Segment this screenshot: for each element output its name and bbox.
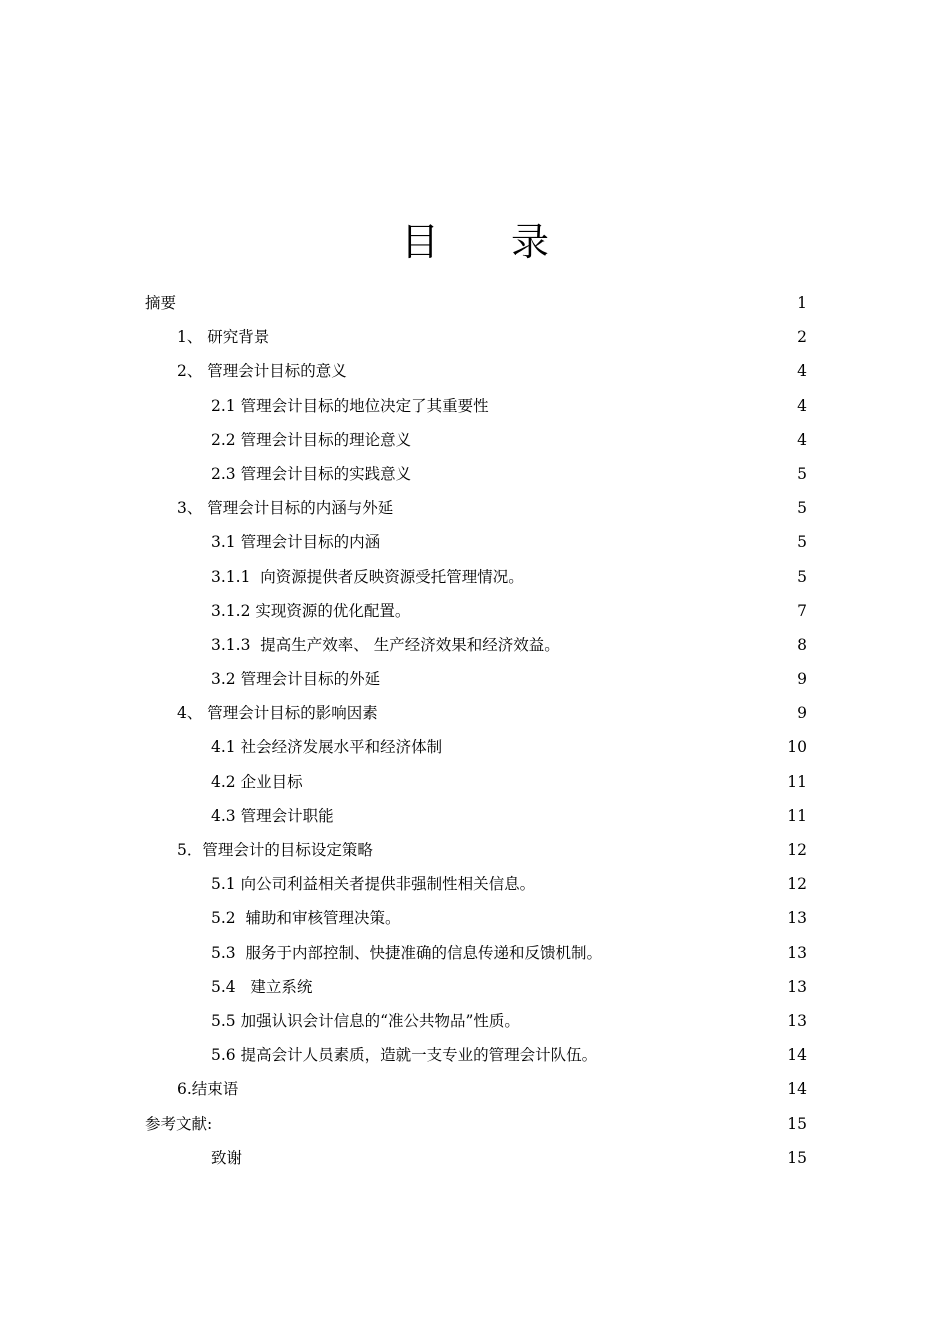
toc-entry[interactable] [145,970,807,1004]
toc-entry-title: 5.1 向公司利益相关者提供非强制性相关信息。 [211,875,536,894]
toc-entry[interactable] [145,286,807,320]
toc-entry-title: 6.结束语 [177,1080,239,1099]
toc-entry-page-number: 1 [797,294,807,312]
toc-entry-title: 5.6 提高会计人员素质，造就一支专业的管理会计队伍。 [211,1046,598,1065]
toc-entry-title: 5.5 加强认识会计信息的“准公共物品”性质。 [211,1011,520,1030]
toc-entry-page-number: 11 [787,806,807,825]
toc-entry[interactable] [145,1038,807,1072]
toc-entry-title: 5．管理会计的目标设定策略 [177,841,373,859]
toc-entry-title: 4.2 企业目标 [211,772,303,791]
toc-entry[interactable] [145,423,807,457]
toc-entry-page-number: 2 [797,328,807,347]
toc-entry[interactable] [145,1072,807,1106]
toc-entry-title: 2.2 管理会计目标的理论意义 [211,430,412,449]
toc-entry[interactable] [145,491,807,525]
toc-entry-title: 3.2 管理会计目标的外延 [211,670,381,689]
toc-entry[interactable] [145,525,807,559]
toc-entry-title: 3、 管理会计目标的内涵与外延 [177,499,394,518]
toc-entry-page-number: 9 [797,704,807,723]
toc-entry-title: 3.1 管理会计目标的内涵 [211,533,381,552]
toc-entry-page-number: 12 [787,841,807,859]
toc-entry-title: 5.4 建立系统 [211,977,313,996]
toc-entry-page-number: 15 [787,1148,807,1167]
toc-entry-title: 4.1 社会经济发展水平和经济体制 [211,738,443,757]
toc-entry-title: 5.2 辅助和审核管理决策。 [211,909,401,928]
toc-entry-page-number: 13 [787,977,807,996]
toc-entry-page-number: 13 [787,943,807,962]
toc-entry[interactable] [145,730,807,764]
toc-entry-title: 2、 管理会计目标的意义 [177,362,347,381]
toc-entry-page-number: 8 [797,635,807,654]
toc-entry[interactable] [145,628,807,662]
toc-entry-page-number: 5 [797,464,807,483]
toc-entry[interactable] [145,833,807,867]
toc-entry-page-number: 13 [787,909,807,928]
table-of-contents [145,286,807,1175]
toc-entry[interactable] [145,799,807,833]
toc-entry-title: 参考文献: [145,1114,213,1133]
toc-entry-page-number: 4 [797,430,807,449]
toc-entry[interactable] [145,1004,807,1038]
toc-entry-page-number: 13 [787,1011,807,1030]
toc-entry[interactable] [145,765,807,799]
toc-entry[interactable] [145,901,807,935]
toc-entry-title: 2.3 管理会计目标的实践意义 [211,464,412,483]
toc-entry-page-number: 4 [797,396,807,415]
toc-entry-page-number: 10 [787,738,807,757]
toc-entry-page-number: 12 [787,875,807,894]
toc-entry[interactable] [145,662,807,696]
toc-entry-title: 3.1.3 提高生产效率、 生产经济效果和经济效益。 [211,635,560,654]
toc-entry[interactable] [145,354,807,388]
toc-entry-page-number: 9 [797,670,807,689]
toc-entry-page-number: 7 [797,601,807,620]
toc-entry[interactable] [145,936,807,970]
toc-entry-page-number: 5 [797,499,807,518]
toc-entry-page-number: 5 [797,533,807,552]
toc-entry-title: 4、 管理会计目标的影响因素 [177,704,378,723]
toc-entry-title: 3.1.2 实现资源的优化配置。 [211,601,411,620]
toc-entry-page-number: 5 [797,567,807,586]
toc-entry-page-number: 14 [787,1080,807,1099]
toc-entry-title: 5.3 服务于内部控制、快捷准确的信息传递和反馈机制。 [211,943,603,962]
toc-entry[interactable] [145,1107,807,1141]
toc-entry[interactable] [145,560,807,594]
toc-entry-page-number: 15 [787,1114,807,1133]
toc-entry[interactable] [145,1141,807,1175]
toc-entry-page-number: 4 [797,362,807,381]
toc-entry[interactable] [145,867,807,901]
toc-entry-title: 2.1 管理会计目标的地位决定了其重要性 [211,396,489,415]
toc-entry-title: 4.3 管理会计职能 [211,806,334,825]
page-title: 目录 [400,220,621,264]
toc-entry[interactable] [145,457,807,491]
toc-entry-title: 致谢 [211,1148,243,1167]
toc-entry-title: 3.1.1 向资源提供者反映资源受托管理情况。 [211,567,524,586]
toc-entry-page-number: 11 [787,772,807,791]
toc-entry[interactable] [145,320,807,354]
toc-entry-page-number: 14 [787,1046,807,1065]
toc-entry[interactable] [145,389,807,423]
toc-entry-title: 摘要 [145,294,177,312]
toc-entry[interactable] [145,696,807,730]
toc-entry-title: 1、 研究背景 [177,328,270,347]
toc-entry[interactable] [145,594,807,628]
